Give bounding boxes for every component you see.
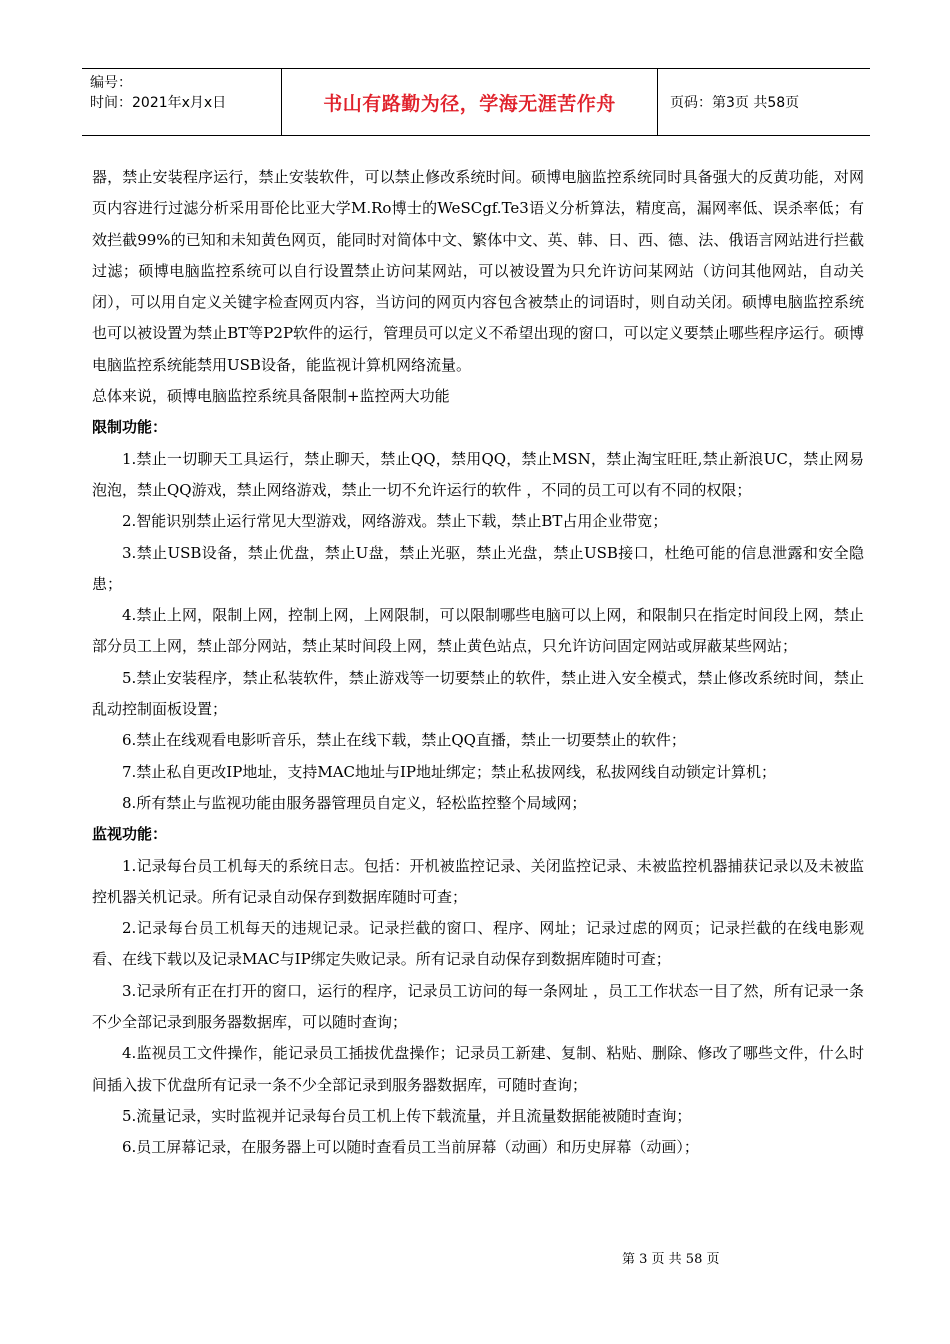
restrict-item: 4.禁止上网，限制上网，控制上网，上网限制，可以限制哪些电脑可以上网，和限制只在指定时间段上网，禁止部分员工上网，禁止部分网站，禁止某时间段上网，禁止黄色站点，只允许访问固定网站或屏蔽某些网站； bbox=[92, 606, 864, 656]
restrict-item: 8.所有禁止与监视功能由服务器管理员自定义，轻松监控整个局域网； bbox=[122, 793, 587, 812]
intro-paragraph: 器，禁止安装程序运行，禁止安装软件，可以禁止修改系统时间。硕博电脑监控系统同时具备强大的反黄功能，对网页内容进行过滤分析采用哥伦比亚大学M.Ro博士的WeSCgf.Te3语义分析算法，精度高，漏网率低、误杀率低；有效拦截99%的已知和未知黄色网页，能同时对简体中文、繁体中文、英、韩、日、西、德、法、俄语言网站进行拦截过滤；硕博电脑监控系统可以自行设置禁止访问某网站，可以被设置为只允许访问某网站（访问其他网站，自动关闭），可以用自定义关键字检查网页内容，当访问的网页内容包含被禁止的词语时，则自动关闭。硕博电脑监控系统也可以被设置为禁止BT等P2P软件的运行，管理员可以定义不希望出现的窗口，可以定义要禁止哪些程序运行。硕博电脑监控系统能禁用USB设备，能监视计算机网络流量。 bbox=[92, 168, 864, 374]
restrict-section-title: 限制功能： bbox=[92, 418, 168, 437]
monitor-item: 1.记录每台员工机每天的系统日志。包括：开机被监控记录、关闭监控记录、未被监控机器捕获记录以及未被监控机器关机记录。所有记录自动保存到数据库随时可查； bbox=[92, 856, 864, 906]
header-meta bbox=[82, 69, 282, 135]
summary-paragraph: 总体来说，硕博电脑监控系统具备限制+监控两大功能 bbox=[92, 387, 450, 406]
monitor-section-title: 监视功能： bbox=[92, 825, 168, 844]
restrict-item: 3.禁止USB设备，禁止优盘，禁止U盘，禁止光驱，禁止光盘，禁止USB接口，杜绝可能的信息泄露和安全隐患； bbox=[92, 543, 864, 593]
number-label: 编号： bbox=[90, 75, 132, 91]
restrict-item: 7.禁止私自更改IP地址，支持MAC地址与IP地址绑定；禁止私拔网线，私拔网线自动锁定计算机； bbox=[122, 762, 777, 781]
restrict-item: 5.禁止安装程序，禁止私装软件，禁止游戏等一切要禁止的软件，禁止进入安全模式，禁止修改系统时间，禁止乱动控制面板设置； bbox=[92, 668, 864, 719]
monitor-item: 3.记录所有正在打开的窗口，运行的程序，记录员工访问的每一条网址 ，员工工作状态一目了然，所有记录一条不少全部记录到服务器数据库，可以随时查询； bbox=[92, 981, 864, 1032]
page-header bbox=[82, 68, 870, 136]
page-footer: 第 3 页 共 58 页 bbox=[622, 1252, 720, 1267]
restrict-item: 2.智能识别禁止运行常见大型游戏，网络游戏。禁止下载，禁止BT占用企业带宽； bbox=[122, 512, 668, 531]
monitor-item: 5.流量记录，实时监视并记录每台员工机上传下载流量，并且流量数据能被随时查询； bbox=[122, 1106, 692, 1125]
restrict-item: 1.禁止一切聊天工具运行，禁止聊天，禁止QQ，禁用QQ，禁止MSN，禁止淘宝旺旺,禁止新浪UC，禁止网易泡泡，禁止QQ游戏，禁止网络游戏，禁止一切不允许运行的软件 ，不同的员工可以有不同的权限； bbox=[92, 449, 864, 499]
monitor-item: 2.记录每台员工机每天的违规记录。记录拦截的窗口、程序、网址；记录过虑的网页；记录拦截的在线电影观看、在线下载以及记录MAC与IP绑定失败记录。所有记录自动保存到数据库随时可查； bbox=[92, 919, 864, 969]
document-body bbox=[92, 162, 864, 1164]
monitor-item: 6.员工屏幕记录，在服务器上可以随时查看员工当前屏幕（动画）和历史屏幕（动画）； bbox=[122, 1138, 699, 1157]
restrict-item: 6.禁止在线观看电影听音乐，禁止在线下载，禁止QQ直播，禁止一切要禁止的软件； bbox=[122, 731, 686, 750]
time-label: 时间：2021年x月x日 bbox=[90, 95, 227, 111]
header-page-label: 页码：第3页 共58页 bbox=[670, 95, 800, 111]
header-motto: 书山有路勤为径，学海无涯苦作舟 bbox=[282, 69, 658, 135]
monitor-item: 4.监视员工文件操作，能记录员工插拔优盘操作；记录员工新建、复制、粘贴、删除、修改了哪些文件，什么时间插入拔下优盘所有记录一条不少全部记录到服务器数据库，可随时查询； bbox=[92, 1044, 864, 1094]
